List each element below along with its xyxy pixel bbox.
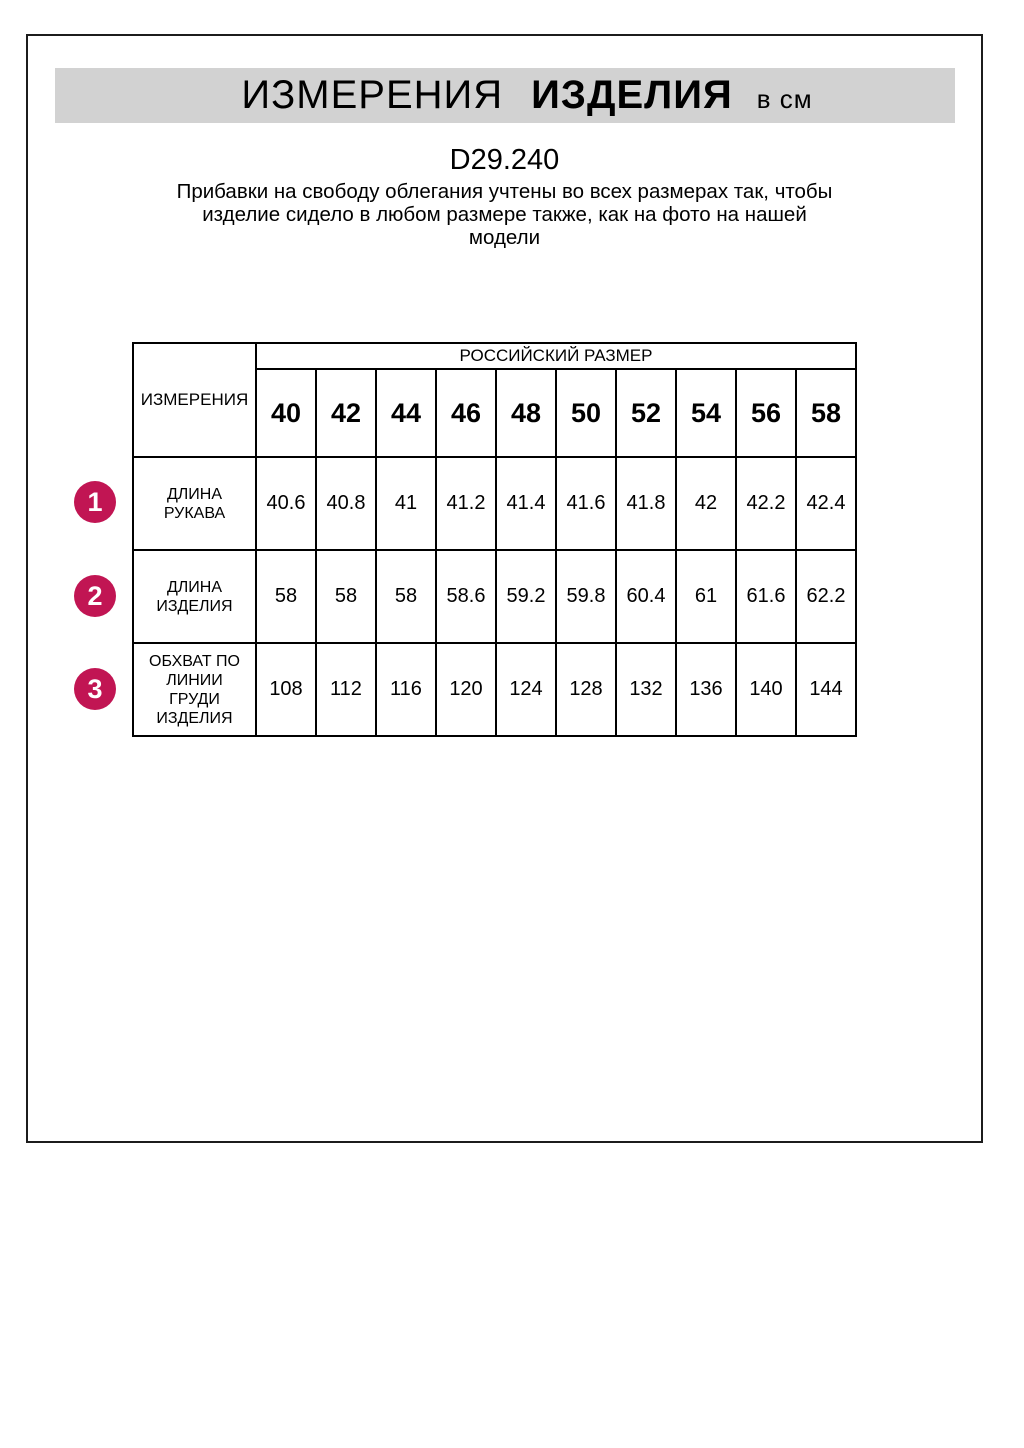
- measurement-value: 140: [736, 643, 796, 736]
- measurement-value: 61.6: [736, 550, 796, 643]
- table-row: [133, 457, 856, 550]
- fit-note: [28, 180, 981, 249]
- document-page: [26, 34, 983, 1143]
- measurement-value: 41: [376, 457, 436, 550]
- size-header: 48: [496, 369, 556, 457]
- size-group-header-cell: РОССИЙСКИЙ РАЗМЕР: [256, 343, 856, 369]
- fit-note-line: модели: [468, 226, 541, 249]
- page-title: [241, 68, 812, 123]
- table-row: [133, 343, 856, 369]
- title-product: ИЗДЕЛИЯ: [531, 73, 733, 117]
- measurement-value: 136: [676, 643, 736, 736]
- measurement-value: 112: [316, 643, 376, 736]
- measurement-value: 42: [676, 457, 736, 550]
- size-header: 52: [616, 369, 676, 457]
- size-header: 42: [316, 369, 376, 457]
- measurement-value: 116: [376, 643, 436, 736]
- measurement-value: 42.2: [736, 457, 796, 550]
- measurement-value: 124: [496, 643, 556, 736]
- measurement-value: 58: [376, 550, 436, 643]
- measurement-value: 128: [556, 643, 616, 736]
- title-measurements: ИЗМЕРЕНИЯ: [241, 73, 504, 117]
- row-marker-1: [74, 481, 116, 523]
- title-bar: [55, 68, 955, 123]
- size-header: 50: [556, 369, 616, 457]
- row-marker-3: [74, 668, 116, 710]
- row-marker-number: 3: [87, 673, 103, 704]
- measurement-value: 58: [256, 550, 316, 643]
- measurement-value: 58.6: [436, 550, 496, 643]
- measurement-label: ОБХВАТ ПО ЛИНИИ ГРУДИ ИЗДЕЛИЯ: [133, 643, 256, 736]
- measurement-value: 40.6: [256, 457, 316, 550]
- measurement-value: 40.8: [316, 457, 376, 550]
- table-row: [133, 550, 856, 643]
- size-header: 54: [676, 369, 736, 457]
- measurement-value: 108: [256, 643, 316, 736]
- row-marker-number: 1: [87, 486, 103, 517]
- table-row: [133, 643, 856, 736]
- fit-note-line: Прибавки на свободу облегания учтены во всех размерах так, чтобы: [176, 180, 833, 203]
- measurement-value: 61: [676, 550, 736, 643]
- measurements-header-cell: ИЗМЕРЕНИЯ: [133, 343, 256, 457]
- size-header: 56: [736, 369, 796, 457]
- measurement-value: 59.8: [556, 550, 616, 643]
- measurement-value: 59.2: [496, 550, 556, 643]
- measurement-value: 41.2: [436, 457, 496, 550]
- size-table: [132, 342, 857, 737]
- measurement-value: 42.4: [796, 457, 856, 550]
- measurement-value: 62.2: [796, 550, 856, 643]
- size-header: 58: [796, 369, 856, 457]
- row-marker-number: 2: [87, 580, 103, 611]
- size-table-zone: [132, 342, 857, 737]
- measurement-value: 41.4: [496, 457, 556, 550]
- fit-note-line: изделие сидело в любом размере также, как на фото на нашей: [202, 203, 807, 226]
- size-header: 46: [436, 369, 496, 457]
- measurement-value: 41.8: [616, 457, 676, 550]
- measurement-value: 60.4: [616, 550, 676, 643]
- title-units: в см: [756, 84, 813, 114]
- measurement-label: ДЛИНА РУКАВА: [133, 457, 256, 550]
- size-header: 40: [256, 369, 316, 457]
- measurement-label: ДЛИНА ИЗДЕЛИЯ: [133, 550, 256, 643]
- measurement-value: 41.6: [556, 457, 616, 550]
- measurement-value: 144: [796, 643, 856, 736]
- measurement-value: 120: [436, 643, 496, 736]
- size-header: 44: [376, 369, 436, 457]
- measurement-value: 132: [616, 643, 676, 736]
- measurement-value: 58: [316, 550, 376, 643]
- row-marker-2: [74, 575, 116, 617]
- product-code: D29.240: [449, 144, 560, 176]
